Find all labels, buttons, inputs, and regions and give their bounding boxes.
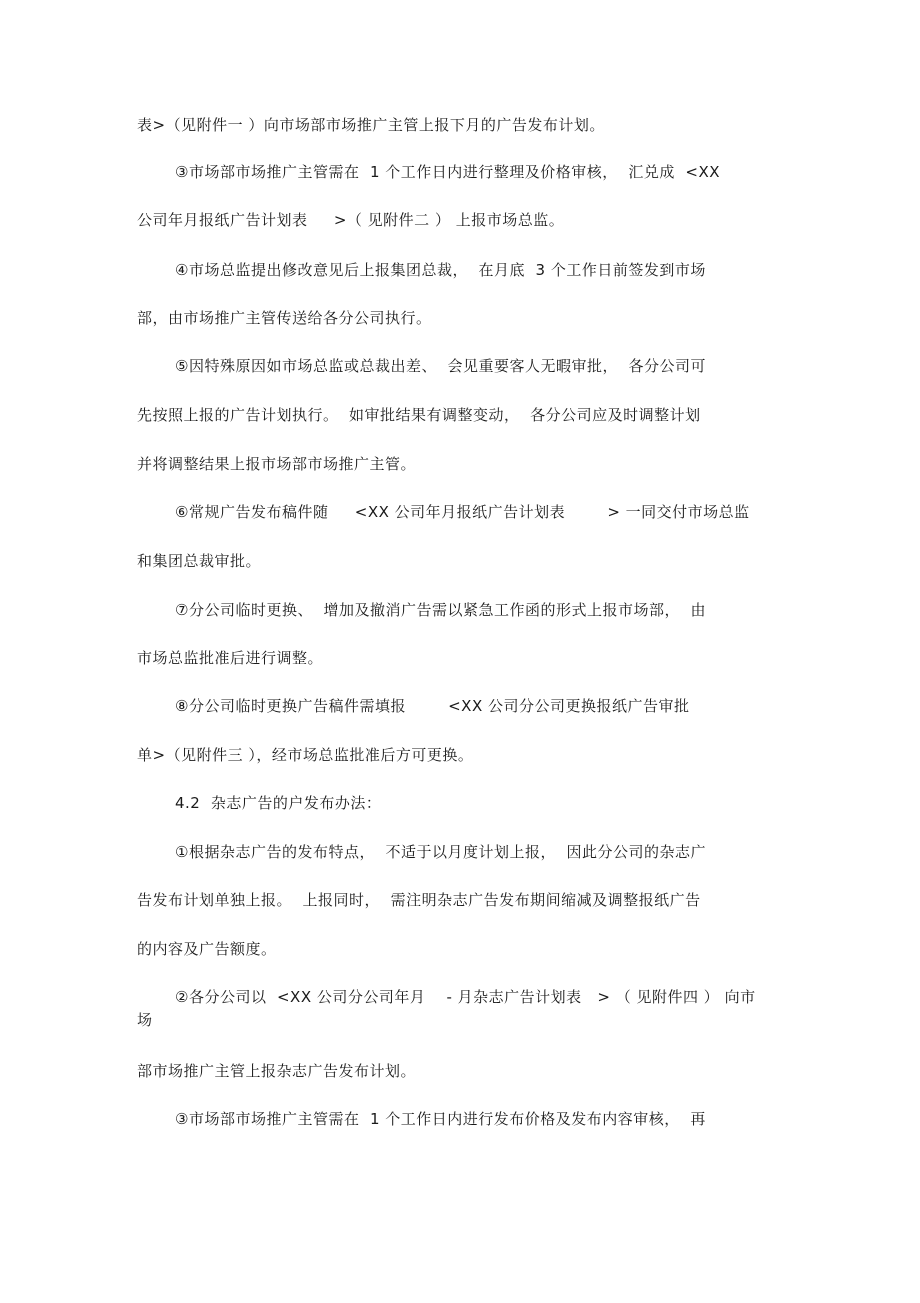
section-heading: 4.2 杂志广告的户发布办法： bbox=[175, 794, 382, 812]
text-line: ②各分公司以 <XX 公司分公司年月 - 月杂志广告计划表 > （ 见附件四 ） 向市 bbox=[175, 988, 756, 1006]
text-line: 部市场推广主管上报杂志广告发布计划。 bbox=[137, 1062, 417, 1080]
text-line: ⑦分公司临时更换、 增加及撤消广告需以紧急工作函的形式上报市场部， 由 bbox=[175, 601, 707, 619]
text-line: 表>（见附件一 ）向市场部市场推广主管上报下月的广告发布计划。 bbox=[137, 116, 605, 134]
text-line: ⑧分公司临时更换广告稿件需填报 <XX 公司分公司更换报纸广告审批 bbox=[175, 697, 690, 715]
text-line: 和集团总裁审批。 bbox=[137, 552, 262, 570]
text-line: 场 bbox=[137, 1011, 153, 1029]
text-line: ④市场总监提出修改意见后上报集团总裁， 在月底 3 个工作日前签发到市场 bbox=[175, 261, 706, 279]
text-line: ③市场部市场推广主管需在 1 个工作日内进行整理及价格审核， 汇兑成 <XX bbox=[175, 163, 720, 181]
text-line: 并将调整结果上报市场部市场推广主管。 bbox=[137, 455, 417, 473]
text-line: 公司年月报纸广告计划表 >（ 见附件二 ） 上报市场总监。 bbox=[137, 211, 565, 229]
text-line: 单>（见附件三 ），经市场总监批准后方可更换。 bbox=[137, 746, 474, 764]
text-line: ③市场部市场推广主管需在 1 个工作日内进行发布价格及发布内容审核， 再 bbox=[175, 1110, 706, 1128]
text-line: 部，由市场推广主管传送给各分公司执行。 bbox=[137, 309, 432, 327]
text-line: 告发布计划单独上报。 上报同时， 需注明杂志广告发布期间缩减及调整报纸广告 bbox=[137, 891, 701, 909]
text-line: 的内容及广告额度。 bbox=[137, 940, 277, 958]
text-line: ⑥常规广告发布稿件随 <XX 公司年月报纸广告计划表 > 一同交付市场总监 bbox=[175, 503, 750, 521]
text-line: ⑤因特殊原因如市场总监或总裁出差、 会见重要客人无暇审批， 各分公司可 bbox=[175, 357, 707, 375]
text-line: 市场总监批准后进行调整。 bbox=[137, 649, 324, 667]
text-line: ①根据杂志广告的发布特点， 不适于以月度计划上报， 因此分公司的杂志广 bbox=[175, 843, 707, 861]
text-line: 先按照上报的广告计划执行。 如审批结果有调整变动， 各分公司应及时调整计划 bbox=[137, 406, 701, 424]
